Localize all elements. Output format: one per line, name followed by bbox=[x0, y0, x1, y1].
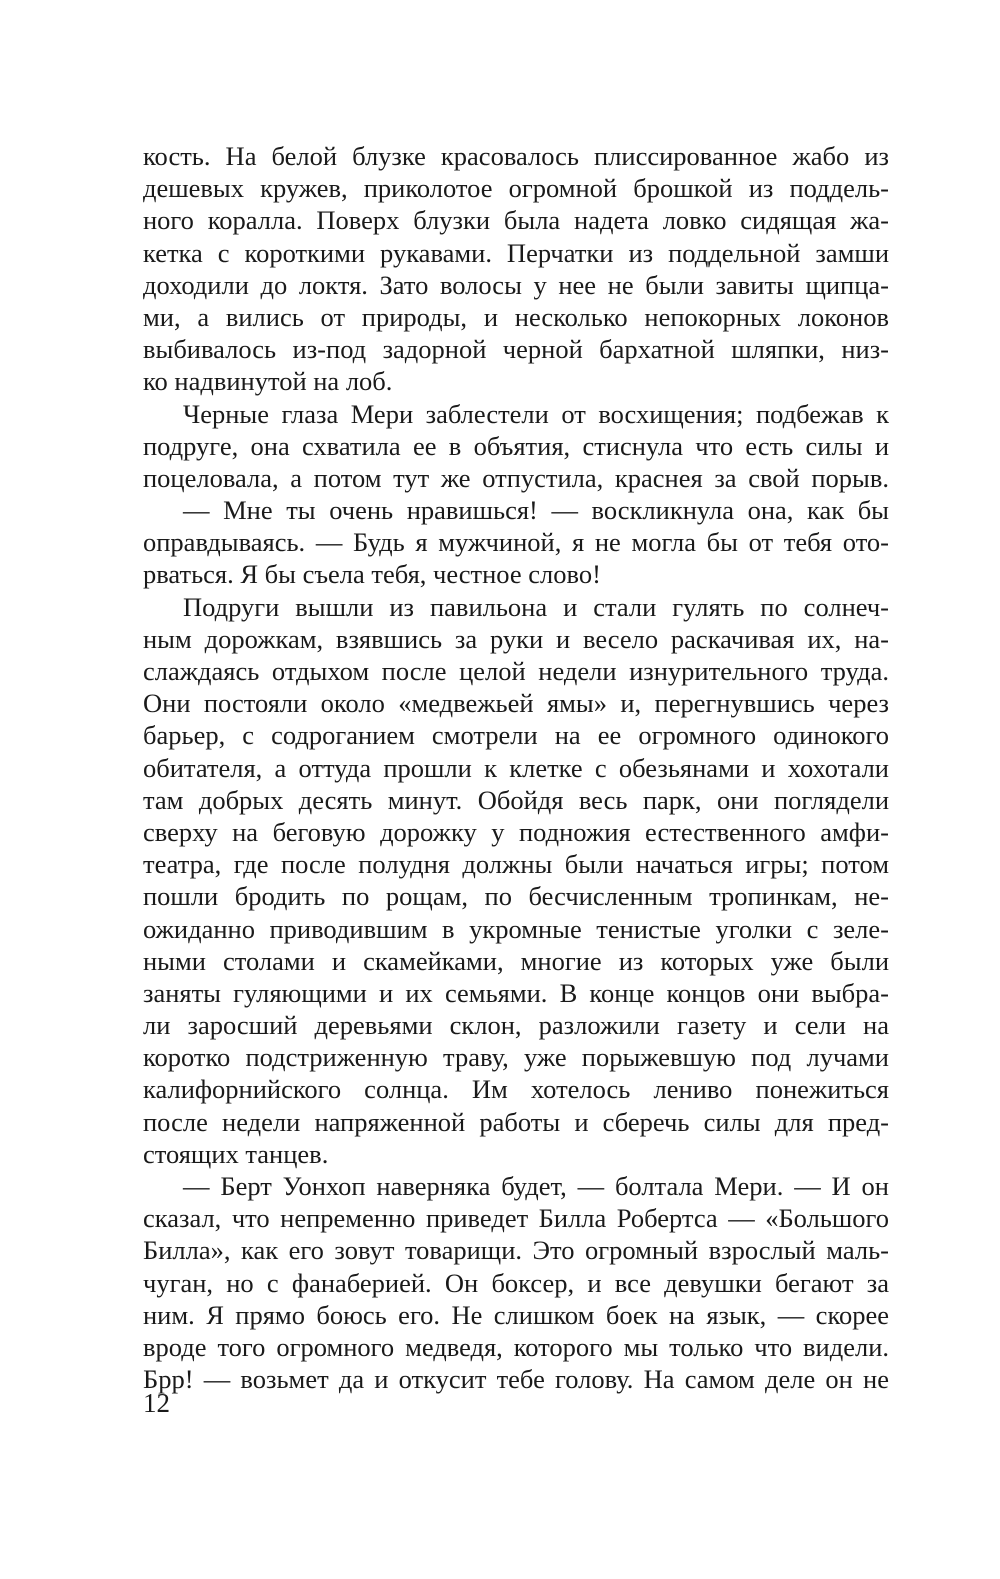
text-line: вроде того огромного медведя, которого мы только что видели. bbox=[143, 1331, 889, 1362]
text-line: слаждаясь отдыхом после целой недели изнурительного труда. bbox=[143, 656, 889, 686]
text-line: дешевых кружев, приколотое огромной брошкой из поддель- bbox=[143, 173, 889, 204]
text-line: оправдываясь. — Будь я мужчиной, я не могла бы от тебя ото- bbox=[143, 527, 889, 558]
book-page-text bbox=[143, 140, 889, 1395]
text-line: выбивалось из-под задорной черной бархатной шляпки, низ- bbox=[143, 334, 889, 365]
text-line: театра, где после полудня должны были начаться игры; потом bbox=[143, 849, 889, 880]
text-line: обитателя, а оттуда прошли к клетке с обезьянами и хохотали bbox=[143, 752, 889, 783]
text-line: калифорнийского солнца. Им хотелось лениво понежиться bbox=[143, 1074, 889, 1105]
text-line: сверху на беговую дорожку у подножия естественного амфи- bbox=[143, 816, 889, 847]
text-line: Брр! — возьмет да и откусит тебе голову. На самом деле он не bbox=[143, 1364, 889, 1395]
text-line: заняты гуляющими и их семьями. В конце концов они выбра- bbox=[143, 977, 889, 1008]
text-line: после недели напряженной работы и сберечь силы для пред- bbox=[143, 1106, 889, 1137]
text-line: поцеловала, а потом тут же отпустила, краснея за свой порыв. bbox=[143, 462, 889, 493]
paragraph-first-line: Подруги вышли из павильона и стали гулять по солнеч- bbox=[183, 591, 889, 622]
text-line: кость. На белой блузке красовалось плиссированное жабо из bbox=[143, 141, 889, 171]
text-line: Билла», как его зовут товарищи. Это огромный взрослый маль- bbox=[143, 1235, 889, 1266]
text-line: коротко подстриженную траву, уже порыжевшую под лучами bbox=[143, 1042, 889, 1073]
dialogue-first-line: — Мне ты очень нравишься! — воскликнула она, как бы bbox=[183, 495, 889, 526]
text-line: барьер, с содроганием смотрели на ее огромного одинокого bbox=[143, 720, 889, 751]
paragraph-first-line: Черные глаза Мери заблестели от восхищения; подбежав к bbox=[183, 398, 889, 429]
dialogue-first-line: — Берт Уонхоп наверняка будет, — болтала Мери. — И он bbox=[183, 1171, 889, 1201]
text-line: сказал, что непременно приведет Билла Робертса — «Большого bbox=[143, 1203, 889, 1234]
page-number: 12 bbox=[143, 1388, 170, 1418]
text-line: ли заросший деревьями склон, разложили газету и сели на bbox=[143, 1010, 889, 1041]
text-line: подруге, она схватила ее в объятия, стиснула что есть силы и bbox=[143, 430, 889, 461]
text-line: ожиданно приводившим в укромные тенистые уголки с зеле- bbox=[143, 913, 889, 944]
text-line: ко надвинутой на лоб. bbox=[143, 366, 393, 397]
text-line: там добрых десять минут. Обойдя весь парк, они поглядели bbox=[143, 784, 889, 815]
text-line: ним. Я прямо боюсь его. Не слишком боек на язык, — скорее bbox=[143, 1299, 889, 1330]
text-line: рваться. Я бы съела тебя, честное слово! bbox=[143, 559, 601, 590]
text-line: ми, а вились от природы, и несколько непокорных локонов bbox=[143, 301, 889, 332]
text-line: ного коралла. Поверх блузки была надета ловко сидящая жа- bbox=[143, 205, 889, 236]
text-line: кетка с короткими рукавами. Перчатки из поддельной замши bbox=[143, 237, 889, 268]
text-line: ным дорожкам, взявшись за руки и весело раскачивая их, на- bbox=[143, 623, 889, 654]
text-line: доходили до локтя. Зато волосы у нее не были завиты щипца- bbox=[143, 269, 889, 300]
text-line: чуган, но с фанаберией. Он боксер, и все девушки бегают за bbox=[143, 1267, 889, 1298]
text-line: ными столами и скамейками, многие из которых уже были bbox=[143, 945, 889, 976]
text-line: стоящих танцев. bbox=[143, 1138, 329, 1169]
text-line: пошли бродить по рощам, по бесчисленным тропинкам, не- bbox=[143, 881, 889, 912]
text-line: Они постояли около «медвежьей ямы» и, перегнувшись через bbox=[143, 688, 889, 719]
